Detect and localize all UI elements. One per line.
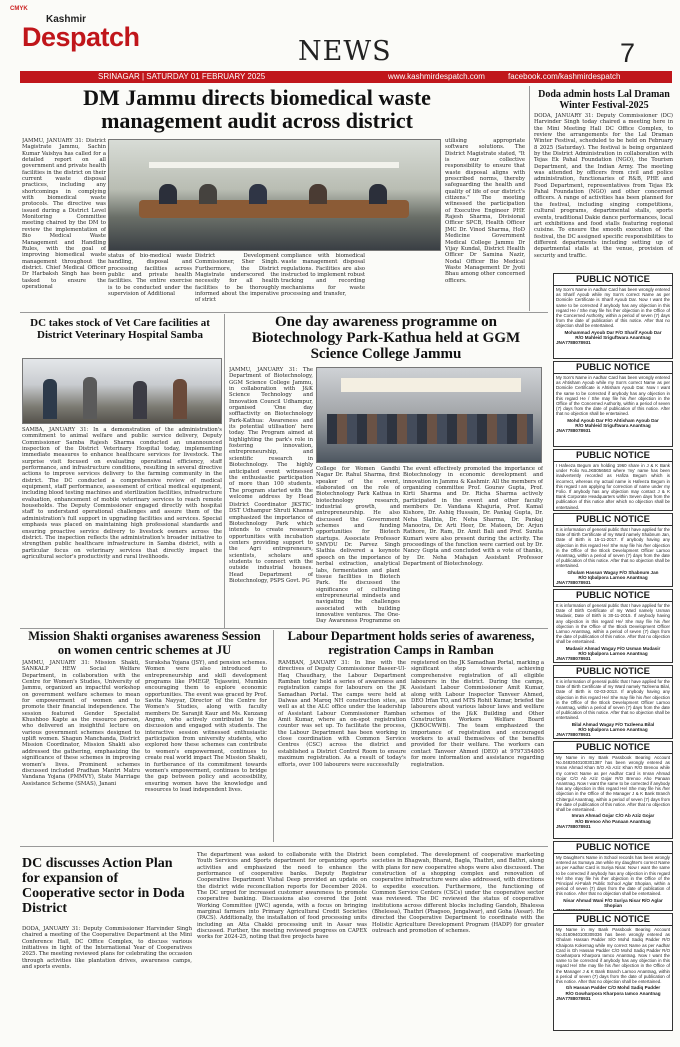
- notice-body: I Hafeeza Begum am holding 1960 share in J & K Bank under Folio No.JKB056563 where 'my' name has been inadvertently recorded as Hafiza Begum which is incorrect, whereas my actual name is Hafeeza Begum in this regard I am applying for correction of name under my Folio. If anybody has any objection may contact J & K Bank Corporate Headquarters within Seven days from the publication of this notice after which no objection shall be entertained.: [556, 463, 670, 510]
- notice-body: It is information of general public that I have applied for the Date of Birth Certificate of my Ward namely Usman Mudasir, Date of Birth is 30-11-2015. If anybody having any objection in this regard He/ She may file his /her objection in the Office of the Block Development Officer Larnoo Anantnag, within a period of seven (7) days from the date of publication of this notice. After that no objection shall be entertained.: [556, 603, 670, 645]
- brand-kashmir: Kashmir: [46, 14, 87, 25]
- notice-title: PUBLIC NOTICE: [554, 914, 672, 926]
- a1-col3: District Development Commissioner, Sher Singh. Furthermore, the District Magistrate underscored the necessity for all health facilities to be thoroughly informed about the imperative of strict: [195, 253, 279, 304]
- public-notice: [553, 589, 673, 663]
- a4-col2: District Coordinator JKSTIC-DST Udhampur Shruti Khanna emphasized the importance of Biotechnology Park which intends to create research opportunities with incubation centers providing support to the Agri entrepreneurs, scientists, scholars and students to connect with the outside industrial houses. Head Department of Biotechnology, PSPS Govt. PG: [229, 502, 313, 585]
- a7-col3: been completed. The development of cooperative marketing societies in Bhagwah, Bharat, Bagla, Thathri, and Bathri, along with plans for new cooperative shops were also discussed. The construction of a shopping complex and renovation of cooperative infrastructure were also addressed, with directions to expedite execution. Furthermore, the functioning of Common Service Centers (CSCs) under the cooperative sector was reviewed. The DC reviewed the status of cooperative institutions across different blocks including Gandoh, Bhalessa (Bhelessa), Thathri (Phagsoo, Jengalwar), and Goha (Assar). He directed the Cooperative Department to coordinate with the Holistic Agriculture Development Program (HADP) for greater outreach and promotion of schemes.: [372, 852, 544, 935]
- notice-body: My Son's Name in Aadhar Card has been wrongly entered as Ahtisham Ayoub while my Son's correct Name as per Domicile Certificate is Ahtisham Ayoub Dar. Now I want the same to be corrected if anybody has any objection in this regard He / She may file his /her objection in the Office of the Concerned Authority, within a period of seven (7) days from the date of publication of this notice. After that no objection shall be entertained.: [556, 375, 670, 417]
- a6-col1: RAMBAN, JANUARY 31: In line with the directives of Deputy Commissioner Baseer-Ul-Haq Chaudhary, the Labour Department Ramban today held a series of awareness and registration camps for labourers on the JK Samadhan Portal. The camps were held at Dalwas and Maroq NH construction sites, as well as at the ALC office under the leadership of Assistant Labour Commissioner Ramban Amit Kumar, where an on-spot registration counter was set up. To facilitate the process, the Labour Department has been working in close coordination with Common Service Centres (CSC) across the district and established a District Control Room to ensure maximum registration. As a result of today's efforts, over 100 labourers were successfully: [278, 660, 406, 768]
- notice-signatory: Gh Hassan Padder C/O Mohd Sadiq Padder: [565, 985, 661, 991]
- public-notice: [553, 449, 673, 511]
- notice-body: My Daughter's Name in School records has been wrongly entered as Sumaya Jan while my daughter's correct Name as per Aadhar Card is Suriya Nisar. Now I want the same to be corrected if anybody has any objection in this regard He/ She may file his /her objection in the Office of the Principal Al-Falah Public School Aglar Shopian, within a period of seven (7) days from the date of publication of this notice. After that no objection shall be entertained.: [556, 855, 670, 897]
- notice-title: PUBLIC NOTICE: [554, 590, 672, 602]
- a4-col1: JAMMU, JANUARY 31: The Department of Biotechnology, GGM Science College Jammu, in collaboration with J&K Science Technology and Innovation Council Udhampur, organised 'One day sofftactivity on Biotechnology Park-Kathua: Awareness and its potential utilisation' here today. The Program aimed at highlighting the park's role in fostering innovation, entrepreneurship, and scientific research in Biotechnology. The highly anticipated event witnessed the enthusiastic participation of more than 100 students. The program started with the welcome address by Head: [229, 367, 313, 500]
- notice-ref: JNA7788078931: [556, 996, 591, 1002]
- notice-address: R/O Gowharpora Kharpora Iamco Anantnag: [565, 990, 661, 996]
- public-notice: [553, 665, 673, 739]
- a2-headline: Doda admin hosts Lal Draman Winter Festival-2025: [538, 89, 670, 111]
- a6-headline: Labour Department holds series of awareness, registration Camps in Ramban: [287, 629, 535, 657]
- notice-ref: JNA7788078931: [556, 824, 591, 830]
- public-notice: [553, 913, 673, 1031]
- public-notice: [553, 273, 673, 359]
- notice-address: R/O Brenoo Aho Panaan Anantnag: [575, 818, 651, 824]
- notice-ref: JNA7788078931: [556, 340, 591, 346]
- notice-title: PUBLIC NOTICE: [554, 362, 672, 374]
- notice-body: My Son's Name in Aadhar Card has been wrongly entered as Sharif Ayoub while my Son's correct Name as per Domicile Certificate is Sharif Ayoub Dar. Now I want the same to be corrected if anybody has any objection in this regard He / She may file his /her objection in the Office of the Concerned Authority, within a period of seven (7) days from the date of publication of this notice. After that no objection shall be entertained.: [556, 287, 670, 329]
- notice-body: My Name in my Bank Passbook Bearing Account No.0482040100301387 has been wrongly entered as Imran Ahmad Khan S/O Ab Aziz Khan R/O Brenoo while my correct Name as per Aadhar Card is Imran Ahmad Gojar C/O Ab Aziz Gojar R/O Brenoo Aho Panaan Anantnag. Now I want the same to be corrected if anybody has any objection in this regard He/ She may file his /her objection in the Office of the Manager J & K Bank Branch Chitergul Anantnag, within a period of seven (7) days from the date of publication of this notice. After that no objection shall be entertained.: [556, 755, 670, 813]
- facebook-link[interactable]: facebook.com/kashmirdespatch: [508, 72, 621, 81]
- notice-ref: JNA7788078931: [556, 732, 591, 738]
- a7-col1: DODA, JANUARY 31: Deputy Commissioner Harvinder Singh chaired a meeting of the Cooperative Department at the Mini Conference Hall, DC Office Complex, to discuss various initiatives in light of the International Year of Cooperatives 2025. The meeting reviewed plans for celebrating the occasion through activities like plantation drives, awareness camps, and sports events.: [22, 926, 192, 971]
- website-link[interactable]: www.kashmirdespatch.com: [388, 72, 485, 81]
- a2-body: DODA, JANUARY 31: Deputy Commissioner (DC) Harvinder Singh today chaired a meeting here in the Mini Meeting Hall DC Office Complex, to review the arrangements for the Lal Draman Winter Festival, scheduled to be held on February 8 2025 (Saturday). The festival is being organized by the District Administration in collaboration with Tejas Ek Pahal Foundation (NGO), the Tourism Department, and the Indian Army. The meeting was attended by officers from civil and police administration, functionaries of R&B, PHE and Food Department, representatives from Tejas Ek Pahal Foundation (NGO) and other concerned officers. A range of activities has been planned for the festival, including singing competitions, cultural programs, departmental stalls, sports events, traditional Dakie dance performances, local art exhibitions and food stalls featuring regional cuisine. To ensure the smooth execution of the festival, the DC assigned specific responsibilities to different departments including setting up of departmental stalls at the venue, provision of security and traffic.: [534, 113, 673, 259]
- a1-photo: [108, 139, 441, 251]
- a1-col2: status of bio-medical waste handling, disposal and processing facilities across public and private health facilities. The entire exercise is to be conducted under the supervision of Additional: [108, 253, 192, 298]
- notice-title: PUBLIC NOTICE: [554, 842, 672, 854]
- page-number: 7: [620, 38, 636, 68]
- a4-col4: The event effectively promoted the importance of Biotechnology in economic development and innovation in Jammu & Kashmir. All the members of organizing committee Prof. Gourav Gupta, Prof. Kirti Sharma and Dr. Richa Sharma actively participated in the event and other faculty members Dr. Vandana Khajuria, Prof. Kamal Kishore, Dr. Ashiq Hussain, Dr. Pankaj Gupta, Dr. Neha Slathia, Dr. Neha Sharma, Dr. Pankaj Manootra, Dr. Arti Heer, Dr. Mateen, Dr. Arjun Rathore, Dr. Ram, Dr. Amit Bali and Prof. Sunita Kumari were also present during the activity. The proceedings of the function were carried out by Dr. Nancy Gupta and concluded with a vote of thanks, by Dr. Neha Mahajan Assistant Professor Department of Biotechnology.: [403, 466, 543, 568]
- notice-body: My Name in my Bank Passbook Bearing Account No.0160940100309336 has been wrongly entered as Ghulam Hassan Padder S/O Mohd Sadiq Padder R/O Khaipora Kokernag while my correct Name as per Aadhar Card is Gh Hassan Padder C/O Mohd Sadiq Padder R/O Gowharpora Kharpora Iamco Anantnag. Now I want the same to be corrected if anybody has any objection in this regard He/ She may file his /her objection in the Office of the Manager J & K Bank Branch Larnoo Anantnag, within a period of seven (7) days from the date of publication of this notice. After that no objection shall be entertained.: [556, 927, 670, 985]
- a1-col4: compliance with biomedical waste management disposal regulations. Facilities are also instructed to implement robust tracking and recording mechanisms for waste processing and transfer,: [281, 253, 365, 298]
- cmyk-mark: CMYK: [10, 6, 28, 12]
- notice-signatory: Mohammad Ayoub Dar F/O Sharif Ayoub Dar: [564, 329, 662, 335]
- notice-title: PUBLIC NOTICE: [554, 742, 672, 754]
- notice-title: PUBLIC NOTICE: [554, 666, 672, 678]
- notice-signatory: Ghulam Hassan Wagay F/O Shabnum Jan: [567, 569, 659, 575]
- a1-col5b: utilising appropriate software solutions. The District Magistrate stated, "It is our collective responsibility to ensure that waste disposal aligns with prescribed norms, thereby safeguarding the health and quality of life of our district's citizens." The meeting witnessed the participation of Executive Engineer PHE Rajesh Sharma, Divisional Officer SPCB, Health Officer JMC Dr. Vinod Sharma, HoD Medicine Government Medical College Jammu Dr Vijay Kundal, District Health Officer Dr Samina Nazir, Nodal Officer Bio Medical Waste Management Dr Jyoti Bhau among other concerned officers.: [445, 138, 525, 284]
- notice-ref: JNA7788078931: [556, 580, 591, 586]
- notice-address: R/O Iqbalpora Larnoo Anantnag: [578, 575, 648, 581]
- notice-title: PUBLIC NOTICE: [554, 514, 672, 526]
- a5-headline: Mission Shakti organises awareness Session on women centric schemes at JU: [28, 629, 261, 657]
- notice-address: R/O Mahleid Sriguftwara Anantnag: [575, 335, 651, 341]
- notice-signatory: Bilal Ahmad Wagay F/O Tazleena Bilal: [571, 721, 655, 727]
- notice-signatory: Mohd Ayoub Dar F/O Ahtisham Ayoub Dar: [567, 417, 659, 423]
- notice-address: R/O Iqbalpora Larnoo Anantnag: [578, 727, 648, 733]
- public-notice: [553, 741, 673, 839]
- a5-col1: JAMMU, JANUARY 31: Mission Shakti, SANKALP HEW Social Welfare Department, in collaboration with the Centre for Women's Studies, University of Jammu, organized an impactful workshop on government welfare schemes to mean for empowerment of women and to promote their financial independence. The session featured Gender Specialist Khushboo Kapte as the resource person, who delivered an insightful lecture on various government schemes designed to uplift women. Shagun Manchanda, District Mission Coordinator, Mission Shakti also addressed the gathering, emphasizing the significance of these schemes in improving women's lives. Prominent schemes discussed included Pradhan Mantri Matru Vandana Yojana (PMMVY), State Marriage Assistance Scheme (SMAS), Janani: [22, 660, 140, 787]
- a4-col3: College for Women Gandhi Nagar Dr. Rahul Sharma, first speaker of the event, elaborated on the role of Biotechnology Park Kathua in biotechnology research, industrial growth, and entrepreneurship. He also discussed the Government schemes and funding opportunities for Biotech startups. Associate Professor SMVDU Dr. Parvez Singh Slathia delivered a keynote speech on the importance of herbal extraction, analytical labs, fermentation and plant tissue facilities in Biotech Park. He discussed the significance of cultivating entrepreneurial mindsets and navigating the challenges associated with building innovative ventures. The One-Day Awareness Programme on: [316, 466, 400, 625]
- notice-ref: JNA7788078931: [556, 656, 591, 662]
- notice-body: It is information of general public that I have applied for the Date of Birth Certificate of my Ward namely Shabnum Jan, Date of Birth is 15-11-2017. If anybody having any objection in this regard He/ She may file his /her objection in the Office of the Block Development Officer Larnoo Anantnag, within a period of seven (7) days from the date of publication of this notice. After that no objection shall be entertained.: [556, 527, 670, 569]
- a1-headline: DM Jammu directs biomedical waste management audit across district: [83, 85, 431, 133]
- a3-body: SAMBA, JANUARY 31: In a demonstration of the administration's commitment to animal welfare and public service delivery, Deputy Commissioner Samba Rajesh Sharma conducted an unannounced inspection of the District Veterinary Hospital today, implementing immediate measures to enhance healthcare services for livestock. The surprise visit focused on evaluating operational efficiency, staff performance, and infrastructure conditions, resulting in several directive actions to improve services delivery to the farming community in the district. The DC conducted a comprehensive review of medical equipment, staff performance, assessment of critical medical equipment, including blood testing machines and sterilization facilities, infrastructure evaluation, enhancement of mobile veterinary services to reach remote households. The Deputy Commissioner engaged directly with hospital staff to understand operational challenges and assure them of the administration's full support in upgrading facilities and services. Special emphasis was placed on maintaining high professional standards and ensuring proactive service delivery to livestock owners across the district. The inspection reflects the administration's broader initiative to strengthen public healthcare infrastructure in Samba district, with a particular focus on veterinary services that directly impact the agricultural sector's productivity and rural livelihoods.: [22, 427, 222, 560]
- notice-signatory: Imran Ahmad Gojar C/O Ab Aziz Gojar: [571, 813, 655, 819]
- notice-ref: JNA7788078931: [556, 908, 591, 911]
- a6-col2: registered on the JK Samadhan Portal, marking a significant step towards achieving comprehensive registration of all eligible labourers in the district. During the camps, Assistant Labour Commissioner Amit Kumar, along with Labour Inspector Tanveer Ahmed, DEO Irfan TO, and MTS Rohit Kumar, briefed the labourers about various labour laws and welfare schemes of the J&K Building and Other Construction Workers Welfare Board (JKBOCWWB). The team emphasized the importance of registration and encouraged workers to avail themselves of the benefits provided for their welfare. The workers can contact Tanveer Ahmed (DEO) at 9797354805 for more information and assistance regarding registration.: [411, 660, 544, 768]
- notice-ref: JNA7788078931: [556, 428, 591, 434]
- notice-signatory: Mudasir Ahmad Wagay F/O Usman Mudasir: [565, 645, 661, 651]
- notice-address: R/O Mahleid Sriguftwara Anantnag: [575, 423, 651, 429]
- dateline: SRINAGAR | SATURDAY 01 FEBRUARY 2025: [98, 72, 266, 81]
- brand-logo: Despatch: [22, 22, 140, 52]
- notice-address: R/O Iqbalpora Larnoo Anantnag: [578, 651, 648, 657]
- public-notice: [553, 361, 673, 447]
- a3-headline: DC takes stock of Vet Care facilities at District Veterinary Hospital Samba: [30, 317, 210, 341]
- a7-col2: The department was asked to collaborate with the District Youth Services and Sports department for organizing sports activities and emphasized the need to enhance the performance of cooperative banks. Deputy Registrar Cooperative Department Vishal Deep provided an update on the district wide reconciliation reports for December 2024. The DC urged for increased customer awareness to promote cooperative banking. Discussions also covered the Joint Working Committee (JWC) agenda, with a focus on bringing marginal farmers into Primary Agricultural Credit Societies (PACS). Additionally, the installation of food processing units including an Atta Chakki processing unit in Assar was discussed. Further, the meeting reviewed progress on CAPEX works for 2024-25, noting that five projects have: [197, 852, 367, 941]
- public-notice: [553, 841, 673, 911]
- notice-title: PUBLIC NOTICE: [554, 450, 672, 462]
- a7-headline: DC discusses Action Plan for expansion of Cooperative sector in Doda District: [22, 856, 185, 916]
- public-notice: [553, 513, 673, 587]
- a4-photo: [316, 367, 542, 463]
- notice-signatory: Nisar Ahmad Wani F/O Suriya Nisar R/O Aglar Shopian: [563, 897, 663, 909]
- a1-col1: JAMMU, JANUARY 31: District Magistrate Jammu, Sachin Kumar Vaishya has called for a detailed report on all government and private health facilities in the district on their current waste disposal practices, including any shortcomings in complying with biomedical waste protocols. The directive was issued during a District Level Monitoring Committee meeting chaired by the DM to review the implementation of Bio Medical Waste Management and Handling Rules, with the goal of improving biomedical waste management throughout the district. Chief Medical Officer Dr Harbaksh Singh has been tasked to ensure the operational: [22, 138, 106, 290]
- notice-body: It is information of general public that I have applied for the Date of Birth Certificate of my Ward namely Tazleena Bilal, Date of Birth is 02-03-2013. If anybody having any objection in this regard He/ She may file his /her objection in the Office of the Block Development Officer Larnoo Anantnag, within a period of seven (7) days from the date of publication of this notice. After that no objection shall be entertained.: [556, 679, 670, 721]
- section-title: NEWS: [298, 36, 392, 67]
- a4-headline: One day awareness programme on Biotechnology Park-Kathua held at GGM Science College Jammu: [251, 314, 521, 362]
- a5-col2: Suraksha Yojana (JSY), and pension schemes. Women were also introduced to entrepreneurship and skill development programs like PMEGP, Tejaswini, Mumkin encouraging them to explore economic opportunities. The event was graced by Prof. Savita Nayyar, Director of the Centre for Women's Studies, along with faculty members Dr. Saranjit Kaur and Ms. Kunzang Angmo, who actively contributed to the discussion and engaged with students. The interactive session witnessed enthusiastic participation from university students, who explored how these schemes can contribute to women's empowerment, continues to create real world impact The Mission Shakti, in furtherance of its commitment towards women's empowerment, continues to bridge the gap between policy and accessibility, ensuring women have the knowledge and resources to lead independent lives.: [145, 660, 267, 793]
- notice-title: PUBLIC NOTICE: [554, 274, 672, 286]
- a3-photo: [22, 358, 222, 424]
